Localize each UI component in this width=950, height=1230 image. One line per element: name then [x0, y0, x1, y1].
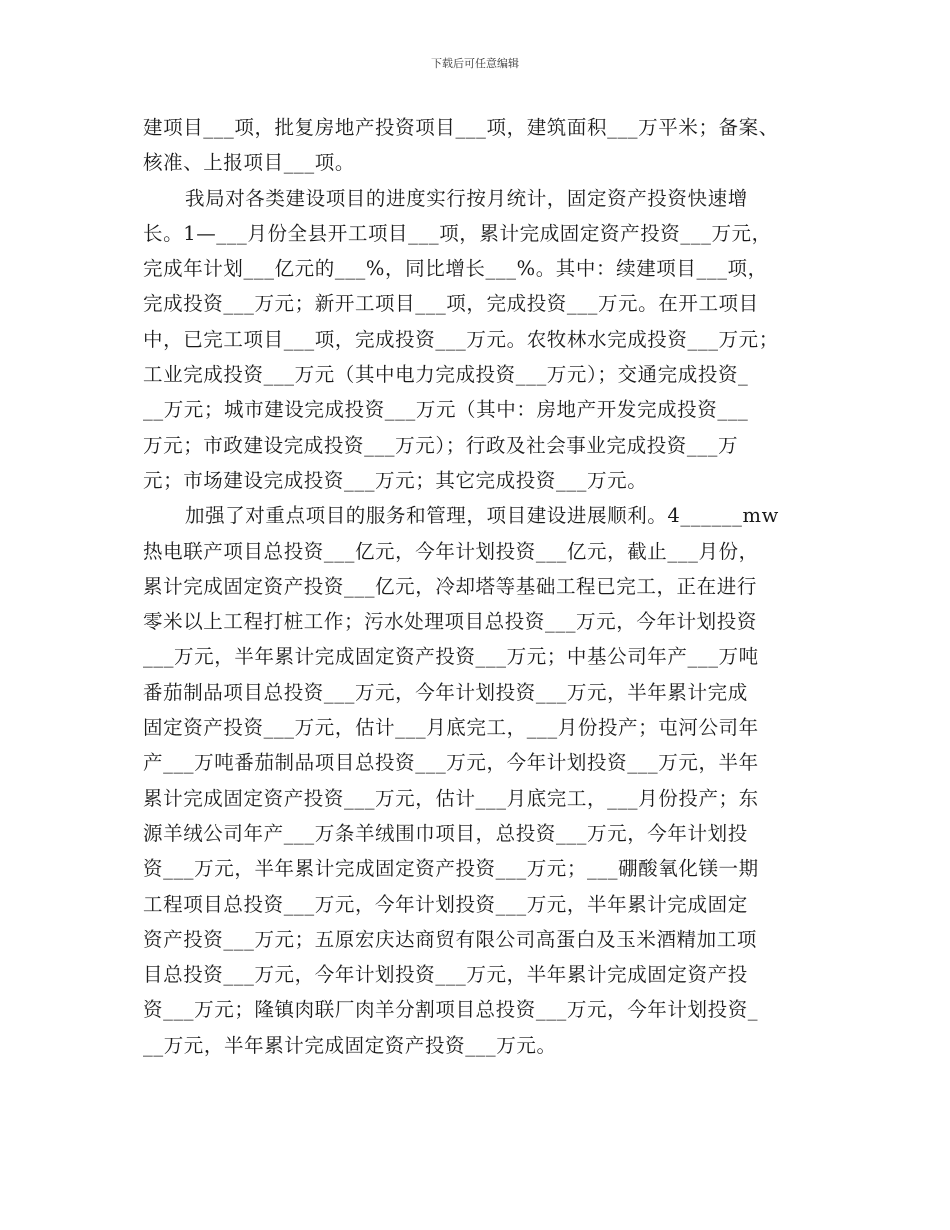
text-line: 加强了对重点项目的服务和管理，项目建设进展顺利。4______mw [185, 504, 779, 528]
text-line: 工程项目总投资___万元，今年计划投资___万元，半年累计完成固定 [143, 892, 748, 916]
text-line: 番茄制品项目总投资___万元，今年计划投资___万元，半年累计完成 [143, 680, 748, 704]
text-line: ___万元，半年累计完成固定资产投资___万元；中基公司年产___万吨 [143, 645, 759, 669]
text-line: __万元，半年累计完成固定资产投资___万元。 [143, 1033, 557, 1057]
text-line: 我局对各类建设项目的进度实行按月统计，固定资产投资快速增 [185, 186, 748, 210]
text-line: 热电联产项目总投资___亿元，今年计划投资___亿元，截止___月份， [143, 539, 759, 563]
text-line: 源羊绒公司年产___万条羊绒围巾项目，总投资___万元，今年计划投 [143, 821, 748, 845]
text-line: 中，已完工项目___项，完成投资___万元。农牧林水完成投资___万元； [143, 327, 779, 351]
text-line: 资___万元，半年累计完成固定资产投资___万元；___硼酸氧化镁一期 [143, 857, 759, 881]
text-line: 工业完成投资___万元（其中电力完成投资___万元）；交通完成投资_ [143, 363, 749, 387]
text-line: 万元；市政建设完成投资___万元）；行政及社会事业完成投资___万 [143, 433, 739, 457]
text-line: 核准、上报项目___项。 [143, 151, 355, 175]
text-line: 累计完成固定资产投资___亿元，冷却塔等基础工程已完工，正在进行 [143, 574, 757, 598]
text-line: 累计完成固定资产投资___万元，估计___月底完工，___月份投产；东 [143, 786, 759, 810]
text-line: 目总投资___万元，今年计划投资___万元，半年累计完成固定资产投 [143, 963, 748, 987]
text-line: 完成年计划___亿元的___%，同比增长___%。其中：续建项目___项， [143, 257, 768, 281]
text-line: 元；市场建设完成投资___万元；其它完成投资___万元。 [143, 468, 648, 492]
text-line: 资产投资___万元；五原宏庆达商贸有限公司高蛋白及玉米酒精加工项 [143, 927, 757, 951]
text-line: 产___万吨番茄制品项目总投资___万元，今年计划投资___万元，半年 [143, 751, 759, 775]
text-line: 零米以上工程打桩工作；污水处理项目总投资___万元，今年计划投资 [143, 610, 757, 634]
text-line: 资___万元；隆镇肉联厂肉羊分割项目总投资___万元，今年计划投资_ [143, 998, 759, 1022]
document-body [143, 110, 813, 1063]
text-line: 建项目___项，批复房地产投资项目___项，建筑面积___万平米；备案、 [143, 116, 779, 139]
text-line: 完成投资___万元；新开工项目___项，完成投资___万元。在开工项目 [143, 292, 759, 316]
text-line: __万元；城市建设完成投资___万元（其中：房地产开发完成投资___ [143, 398, 749, 422]
text-line: 长。1—___月份全县开工项目___项，累计完成固定资产投资___万元， [143, 221, 772, 245]
text-line: 固定资产投资___万元，估计___月底完工，___月份投产；屯河公司年 [143, 716, 759, 740]
page-header: 下载后可任意编辑 [431, 57, 519, 70]
